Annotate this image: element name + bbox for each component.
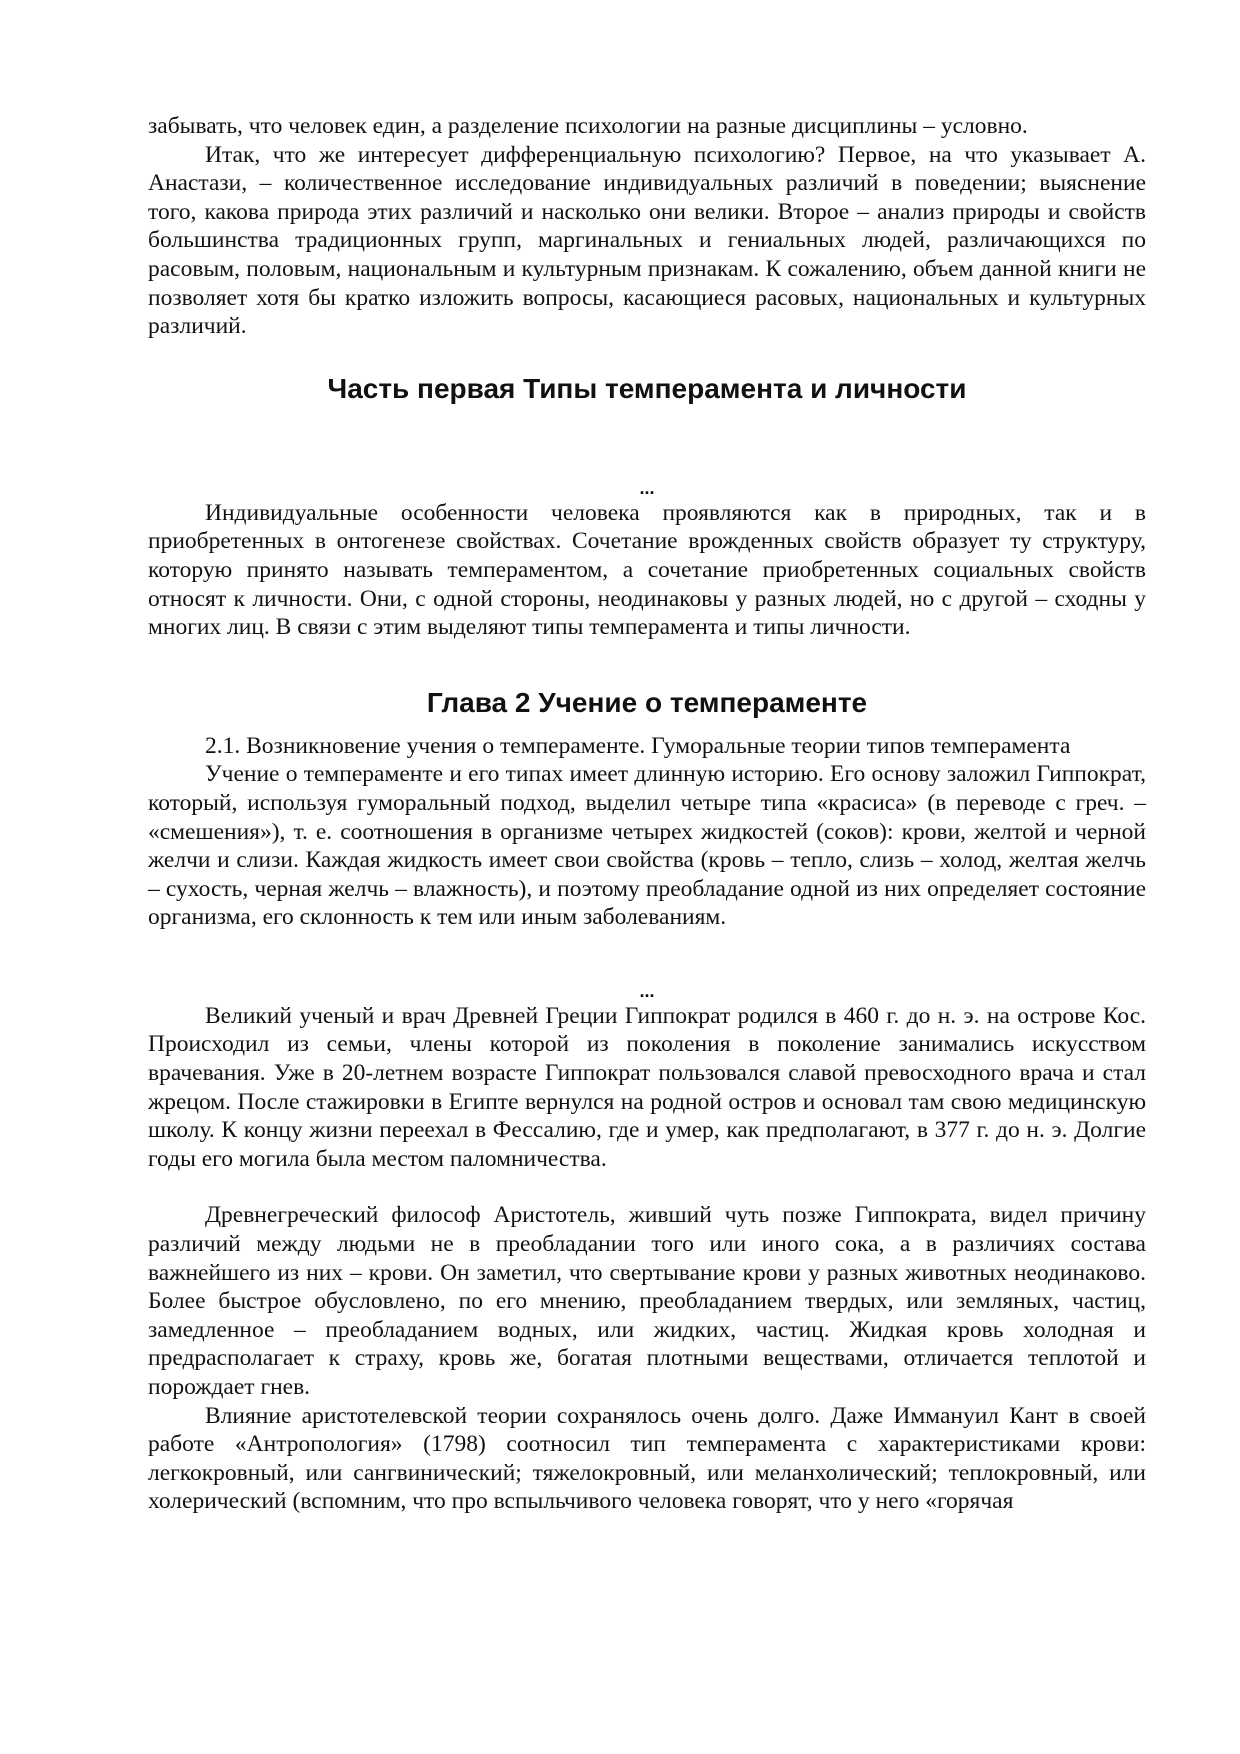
- ellipsis-separator: ...: [639, 980, 655, 1001]
- kant-paragraph: Влияние аристотелевской теории сохранялось очень долго. Даже Иммануил Кант в своей работе «Антропология» (1798) соотносил тип темперамента с характеристиками крови: легкокровный, или сангвинический; тяжелокровный, или меланхолический; теплокровный, или холерический (вспомним, что про вспыльчивого человека говорят, что у него «горячая: [148, 1402, 1146, 1515]
- aristotle-paragraph: Древнегреческий философ Аристотель, живший чуть позже Гиппократа, видел причину различий между людьми не в преобладании того или иного сока, а в различиях состава важнейшего из них – крови. Он заметил, что свертывание крови у разных животных неодинаково. Более быстрое обусловлено, по его мнению, преобладанием твердых, или земляных, частиц, замедленное – преобладанием водных, или жидких, частиц. Жидкая кровь холодная и предрасполагает к страху, кровь же, богатая плотными веществами, отличается теплотой и порождает гнев.: [148, 1202, 1146, 1400]
- ellipsis-separator: ...: [639, 477, 655, 498]
- part-heading: Часть первая Типы темперамента и личности: [327, 372, 967, 404]
- section-paragraph: Учение о темпераменте и его типах имеет длинную историю. Его основу заложил Гиппократ, который, используя гуморальный подход, выделил четыре типа «красиса» (в переводе с греч. – «смешения»), т. е. соотношения в организме четырех жидкостей (соков): крови, желтой и черной желчи и слизи. Каждая жидкость имеет свои свойства (кровь – тепло, слизь – холод, желтая желчь – сухость, черная желчь – влажность), и поэтому преобладание одной из них определяет состояние организма, его склонность к тем или иным заболеваниям.: [148, 761, 1146, 931]
- chapter-heading: Глава 2 Учение о темпераменте: [426, 686, 868, 718]
- part-intro-paragraph: Индивидуальные особенности человека проявляются как в природных, так и в приобретенных в онтогенезе свойствах. Сочетание врожденных свойств образует ту структуру, которую принято называть темпераментом, а сочетание приобретенных социальных свойств относят к личности. Они, с одной стороны, неодинаковы у разных людей, но с другой – сходны у многих лиц. В связи с этим выделяют типы темперамента и типы личности.: [148, 499, 1146, 641]
- document-page: [148, 112, 1146, 1516]
- hippocrates-paragraph: Великий ученый и врач Древней Греции Гиппократ родился в 460 г. до н. э. на острове Кос. Происходил из семьи, члены которой из поколения в поколение занимались искусством врачевания. Уже в 20-летнем возрасте Гиппократ пользовался славой превосходного врача и стал жрецом. После стажировки в Египте вернулся на родной остров и основал там свою медицинскую школу. К концу жизни переехал в Фессалию, где и умер, как предполагают, в 377 г. до н. э. Долгие годы его могила была местом паломничества.: [148, 1002, 1146, 1172]
- paragraph-top-2: Итак, что же интересует дифференциальную психологию? Первое, на что указывает А. Анастази, – количественное исследование индивидуальных различий в поведении; выяснение того, какова природа этих различий и насколько они велики. Второе – анализ природы и свойств большинства традиционных групп, маргинальных и гениальных людей, различающихся по расовым, половым, национальным и культурным признакам. К сожалению, объем данной книги не позволяет хотя бы кратко изложить вопросы, касающиеся расовых, национальных и культурных различий.: [148, 141, 1146, 340]
- section-title: 2.1. Возникновение учения о темпераменте. Гуморальные теории типов темперамента: [205, 732, 1071, 759]
- paragraph-top-1: забывать, что человек един, а разделение психологии на разные дисциплины – условно.: [148, 113, 1028, 139]
